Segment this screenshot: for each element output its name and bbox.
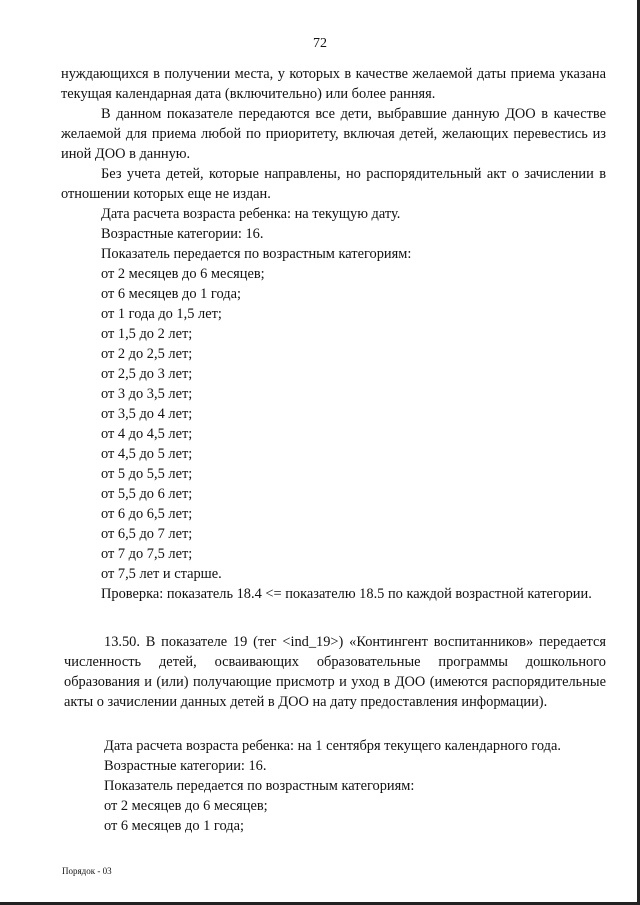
paragraph: 13.50. В показателе 19 (тег <ind_19>) «Контингент воспитанников» передается численность детей, осваивающих образовательные программы дошкольного образования и (или) получающие присмотр и уход в ДОО (имеются распорядительные акты о зачислении данных детей в ДОО на дату предоставления информации). (64, 634, 606, 710)
text-line: от 6,5 до 7 лет; (101, 526, 193, 542)
paragraph: В данном показателе передаются все дети, выбравшие данную ДОО в качестве желаемой для приема любой по приоритету, включая детей, желающих перевестись из иной ДОО в данную. (61, 106, 606, 162)
text-line: от 4 до 4,5 лет; (101, 426, 193, 442)
text-line: от 5 до 5,5 лет; (101, 466, 193, 482)
text-line: Возрастные категории: 16. (104, 758, 267, 774)
text-line: от 6 месяцев до 1 года; (104, 818, 244, 834)
text-line: от 4,5 до 5 лет; (101, 446, 193, 462)
text-line: от 2 месяцев до 6 месяцев; (104, 798, 268, 814)
text-block-3 (64, 736, 606, 836)
paragraph: Проверка: показатель 18.4 <= показателю 18.5 по каждой возрастной категории. (101, 586, 592, 602)
text-line: от 7 до 7,5 лет; (101, 546, 193, 562)
text-line: от 7,5 лет и старше. (101, 566, 222, 582)
text-line: от 1 года до 1,5 лет; (101, 306, 222, 322)
text-block-1 (61, 64, 606, 604)
text-line: от 2,5 до 3 лет; (101, 366, 193, 382)
text-line: Дата расчета возраста ребенка: на текущую дату. (101, 206, 401, 222)
text-line: от 3,5 до 4 лет; (101, 406, 193, 422)
text-line: Показатель передается по возрастным категориям: (104, 778, 415, 794)
footer-label: Порядок - 03 (62, 866, 112, 876)
text-line: Возрастные категории: 16. (101, 226, 264, 242)
paragraph: Без учета детей, которые направлены, но распорядительный акт о зачислении в отношении которых еще не издан. (61, 166, 606, 202)
text-line: от 2 до 2,5 лет; (101, 346, 193, 362)
text-line: от 6 до 6,5 лет; (101, 506, 193, 522)
text-line: от 2 месяцев до 6 месяцев; (101, 266, 265, 282)
text-line: от 5,5 до 6 лет; (101, 486, 193, 502)
text-block-2 (64, 632, 606, 712)
text-line: Дата расчета возраста ребенка: на 1 сентября текущего календарного года. (104, 738, 561, 754)
page-number: 72 (313, 36, 327, 51)
text-line: от 3 до 3,5 лет; (101, 386, 193, 402)
text-line: от 1,5 до 2 лет; (101, 326, 193, 342)
text-line: от 6 месяцев до 1 года; (101, 286, 241, 302)
text-line: Показатель передается по возрастным категориям: (101, 246, 412, 262)
paragraph: нуждающихся в получении места, у которых в качестве желаемой даты приема указана текущая календарная дата (включительно) или более ранняя. (61, 66, 606, 102)
